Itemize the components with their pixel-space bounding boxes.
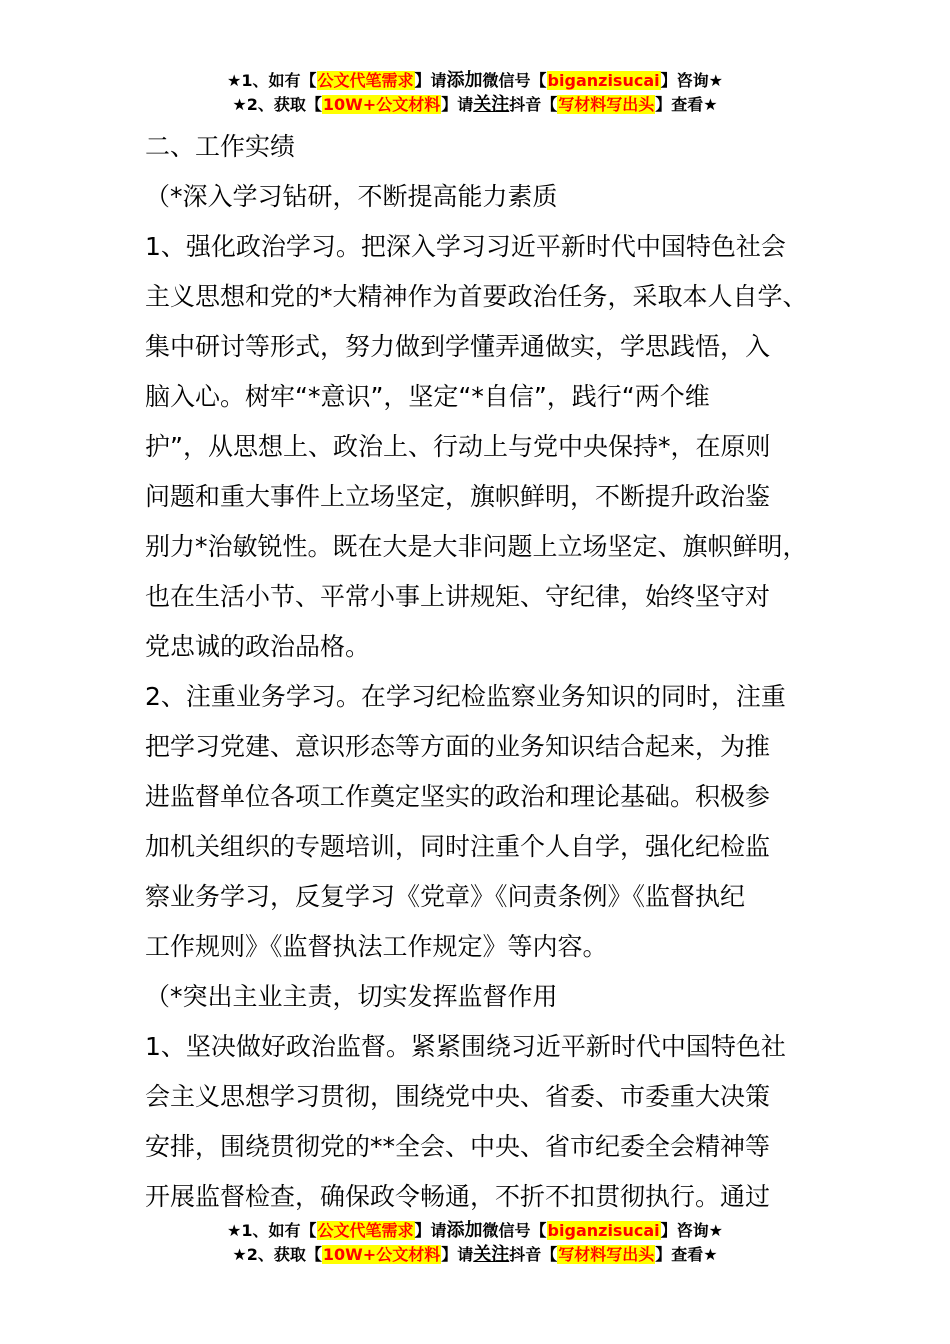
document-body	[145, 122, 845, 1222]
paragraph-line: 集中研讨等形式，努力做到学懂弄通做实，学思践悟，入	[145, 332, 771, 361]
paragraph-line: 脑入心。树牢“*意识”，坚定“*自信”，践行“两个维	[145, 382, 710, 411]
paragraph-line: 2、注重业务学习。在学习纪检监察业务知识的同时，注重	[145, 682, 786, 711]
promo-line-1: ★1、如有【公文代笔需求】请添加微信号【biganzisucai】咨询★	[227, 1220, 723, 1241]
section-heading: 二、工作实绩	[145, 132, 296, 161]
highlight-wechat-id: biganzisucai	[547, 71, 660, 90]
paragraph-line: 开展监督检查，确保政令畅通，不折不扣贯彻执行。通过	[145, 1182, 771, 1211]
paragraph-line: 进监督单位各项工作奠定坚实的政治和理论基础。积极参	[145, 782, 771, 811]
paragraph-line: 主义思想和党的*大精神作为首要政治任务，采取本人自学、	[145, 282, 808, 311]
paragraph-line: 1、坚决做好政治监督。紧紧围绕习近平新时代中国特色社	[145, 1032, 786, 1061]
promo-line-2: ★2、获取【10W+公文材料】请关注抖音【写材料写出头】查看★	[232, 94, 718, 115]
paragraph-line: 党忠诚的政治品格。	[145, 632, 371, 661]
paragraph-line: 也在生活小节、平常小事上讲规矩、守纪律，始终坚守对	[145, 582, 771, 611]
highlight-wechat-id: biganzisucai	[547, 1221, 660, 1240]
promo-banner-top	[0, 69, 950, 117]
paragraph-line: 1、强化政治学习。把深入学习习近平新时代中国特色社会	[145, 232, 786, 261]
paragraph-line: 把学习党建、意识形态等方面的业务知识结合起来，为推	[145, 732, 771, 761]
paragraph-line: 问题和重大事件上立场坚定，旗帜鲜明，不断提升政治鉴	[145, 482, 771, 511]
highlight-materials: 10W+公文材料	[322, 1245, 441, 1264]
paragraph-line: 察业务学习，反复学习《党章》《问责条例》《监督执纪	[145, 882, 746, 911]
paragraph-line: 别力*治敏锐性。既在大是大非问题上立场坚定、旗帜鲜明，	[145, 532, 808, 561]
highlight-douyin: 写材料写出头	[558, 95, 655, 114]
paragraph-line: 会主义思想学习贯彻，围绕党中央、省委、市委重大决策	[145, 1082, 771, 1111]
promo-banner-bottom	[0, 1219, 950, 1267]
paragraph-line: 护”，从思想上、政治上、行动上与党中央保持*，在原则	[145, 432, 771, 461]
paragraph-line: 工作规则》《监督执法工作规定》等内容。	[145, 932, 608, 961]
highlight-service: 公文代笔需求	[317, 71, 414, 90]
paragraph-line: 安排，围绕贯彻党的**全会、中央、省市纪委全会精神等	[145, 1132, 771, 1161]
highlight-materials: 10W+公文材料	[322, 95, 441, 114]
paragraph-line: 加机关组织的专题培训，同时注重个人自学，强化纪检监	[145, 832, 771, 861]
promo-line-2: ★2、获取【10W+公文材料】请关注抖音【写材料写出头】查看★	[232, 1244, 718, 1265]
highlight-service: 公文代笔需求	[317, 1221, 414, 1240]
promo-line-1: ★1、如有【公文代笔需求】请添加微信号【biganzisucai】咨询★	[227, 70, 723, 91]
subsection-heading: （*深入学习钻研，不断提高能力素质	[145, 182, 558, 211]
subsection-heading: （*突出主业主责，切实发挥监督作用	[145, 982, 558, 1011]
highlight-douyin: 写材料写出头	[558, 1245, 655, 1264]
